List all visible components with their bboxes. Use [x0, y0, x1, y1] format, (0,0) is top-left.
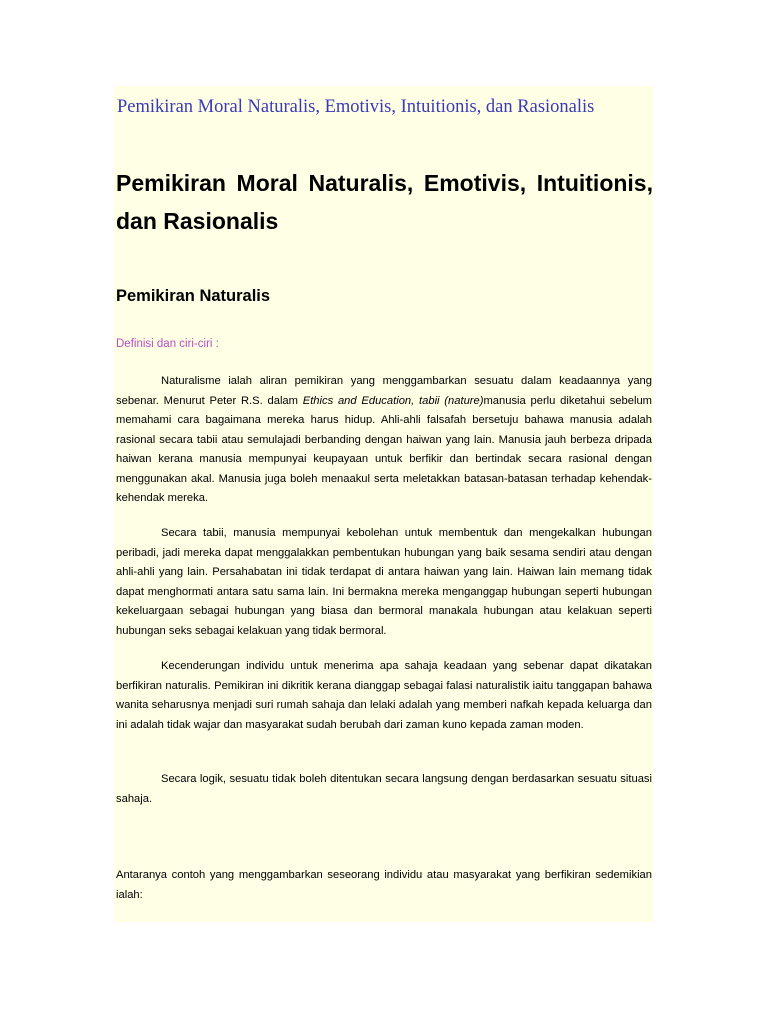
paragraph-secara-logik: Secara logik, sesuatu tidak boleh ditentukan secara langsung dengan berdasarkan sesuatu situasi sahaja. — [116, 773, 652, 805]
paragraph-kecenderungan: Kecenderungan individu untuk menerima apa sahaja keadaan yang sebenar dapat dikatakan berfikiran naturalis. Pemikiran ini dikritik kerana dianggap sebagai falasi naturalistik iaitu tanggapan bahawa wanita seharusnya menjadi suri rumah sahaja dan lelaki adalah yang memberi nafkah kepada keluarga dan ini adalah tidak wajar dan masyarakat sudah berubah dari zaman kuno kepada zaman moden. — [116, 660, 652, 731]
definition-label: Definisi dan ciri-ciri : — [116, 338, 219, 350]
paragraph-text: Naturalisme ialah aliran pemikiran yang menggambarkan sesuatu dalam keadaannya yang sebenar. Menurut Peter R.S. dalam — [116, 375, 652, 407]
section-heading-naturalis: Pemikiran Naturalis — [116, 287, 271, 305]
document-title: Pemikiran Moral Naturalis, Emotivis, Intuitionis, dan Rasionalis — [116, 170, 653, 234]
paragraph-naturalisme — [116, 372, 652, 509]
paragraph-antaranya: Antaranya contoh yang menggambarkan seseorang individu atau masyarakat yang berfikiran sedemikian ialah: — [116, 869, 652, 901]
book-title-italic: Ethics and Education, tabii (nature) — [302, 394, 484, 407]
paragraph-text: manusia perlu diketahui sebelum memahami cara bagaimana mereka harus hidup. Ahli-ahli falsafah bersetuju bahawa manusia adalah rasional secara tabii atau semulajadi berbanding dengan haiwan yang lain. Manusia jauh berbeza dripada haiwan kerana manusia mempunyai keupayaan untuk berfikir dan bertindak secara rasional dengan menggunakan akal. Manusia juga boleh menaakul serta meletakkan batasan-batasan terhadap kehendak-kehendak mereka. — [116, 394, 652, 504]
paragraph-secara-tabii: Secara tabii, manusia mempunyai kebolehan untuk membentuk dan mengekalkan hubungan peribadi, jadi mereka dapat menggalakkan pembentukan hubungan yang baik sesama sendiri atau dengan ahli-ahli yang lain. Persahabatan ini tidak terdapat di antara haiwan yang lain. Haiwan lain memang tidak dapat menghormati antara satu sama lain. Ini bermakna mereka menganggap hubungan seperti hubungan kekeluargaan sebagai hubungan yang biasa dan bermoral manakala hubungan atau kelakuan seperti hubungan seks sebagai kelakuan yang tidak bermoral. — [116, 527, 652, 637]
document-title-serif: Pemikiran Moral Naturalis, Emotivis, Intuitionis, dan Rasionalis — [117, 97, 595, 117]
